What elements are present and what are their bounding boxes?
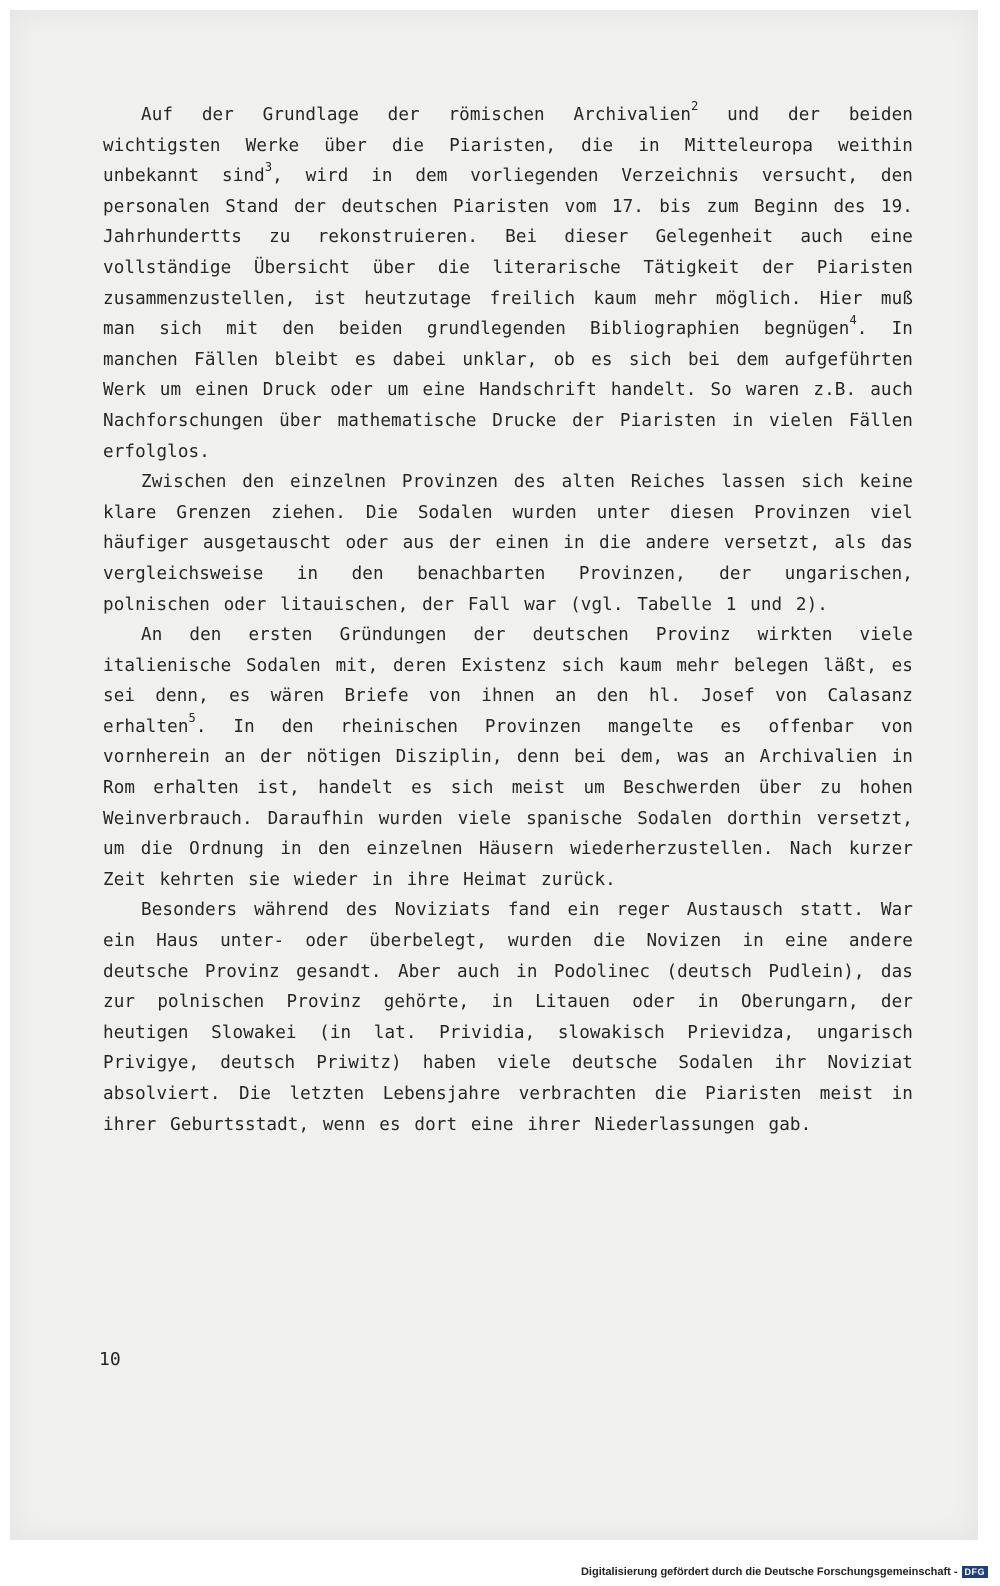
footnote-marker: 4 [849, 312, 857, 327]
digitization-credit [581, 1566, 988, 1578]
text-run: . In manchen Fällen bleibt es dabei unklar, ob es sich bei dem aufgeführten Werk um einen Druck oder um eine Handschrift handelt. So waren z.B. auch Nachforschungen über mathematische Drucke der Piaristen in vielen Fällen erfolglos. [103, 319, 913, 462]
body-text [103, 100, 913, 1140]
text-run: Auf der Grundlage der römischen Archivalien [141, 105, 692, 125]
footnote-marker: 2 [691, 98, 699, 113]
dfg-logo: DFG [962, 1566, 989, 1578]
text-run: . In den rheinischen Provinzen mangelte es offenbar von vornherein an der nötigen Disziplin, denn bei dem, was an Archivalien in Rom erhalten ist, handelt es sich meist um Beschwerden über zu hohen Weinverbrauch. Daraufhin wurden viele spanische Sodalen dorthin versetzt, um die Ordnung in den einzelnen Häusern wiederherzustellen. Nach kurzer Zeit kehrten sie wieder in ihre Heimat zurück. [103, 716, 913, 890]
credit-text: Digitalisierung gefördert durch die Deutsche Forschungsgemeinschaft - [580, 1566, 958, 1578]
footnote-marker: 3 [264, 160, 273, 174]
text-run: Besonders während des Noviziats fand ein reger Austausch statt. War ein Haus unter- oder überbelegt, wurden die Novizen in eine andere deutsche Provinz gesandt. Aber auch in Podolinec (deutsch Pudlein), das zur polnischen Provinz gehörte, in Litauen oder in Oberungarn, der heutigen Slowakei (in lat. Prividia, slowakisch Prievidza, ungarisch Privigye, deutsch Priwitz) haben viele deutsche Sodalen ihr Noviziat absolviert. Die letzten Lebensjahre verbrachten die Piaristen meist in ihrer Geburtsstadt, wenn es dort eine ihrer Niederlassungen gab. [103, 900, 913, 1135]
paragraph [103, 100, 913, 467]
paragraph [103, 620, 913, 895]
text-run: An den ersten Gründungen der deutschen Provinz wirkten viele italienische Sodalen mit, deren Existenz sich kaum mehr belegen läßt, es sei denn, es wären Briefe von ihnen an den hl. Josef von Calasanz erhalten [103, 625, 913, 737]
paragraph [103, 895, 913, 1140]
text-run: Zwischen den einzelnen Provinzen des alten Reiches lassen sich keine klare Grenzen ziehen. Die Sodalen wurden unter diesen Provinzen viel häufiger ausgetauscht oder aus der einen in die andere versetzt, als das vergleichsweise in den benachbarten Provinzen, der ungarischen, polnischen oder litauischen, der Fall war (vgl. Tabelle 1 und 2). [103, 472, 913, 615]
page-number: 10 [99, 1349, 121, 1370]
paragraph [103, 467, 913, 620]
text-run: , wird in dem vorliegenden Verzeichnis versucht, den personalen Stand der deutschen Piaristen vom 17. bis zum Beginn des 19. Jahrhundertts zu rekonstruieren. Bei dieser Gelegenheit auch eine vollständige Übersicht über die literarische Tätigkeit der Piaristen zusammenzustellen, ist heutzutage freilich kaum mehr möglich. Hier muß man sich mit den beiden grundlegenden Bibliographien begnügen [103, 166, 913, 340]
footnote-marker: 5 [188, 710, 196, 725]
text-run: und der beiden wichtigsten Werke über die Piaristen, die in Mitteleuropa weithin unbekannt sind [103, 105, 913, 187]
